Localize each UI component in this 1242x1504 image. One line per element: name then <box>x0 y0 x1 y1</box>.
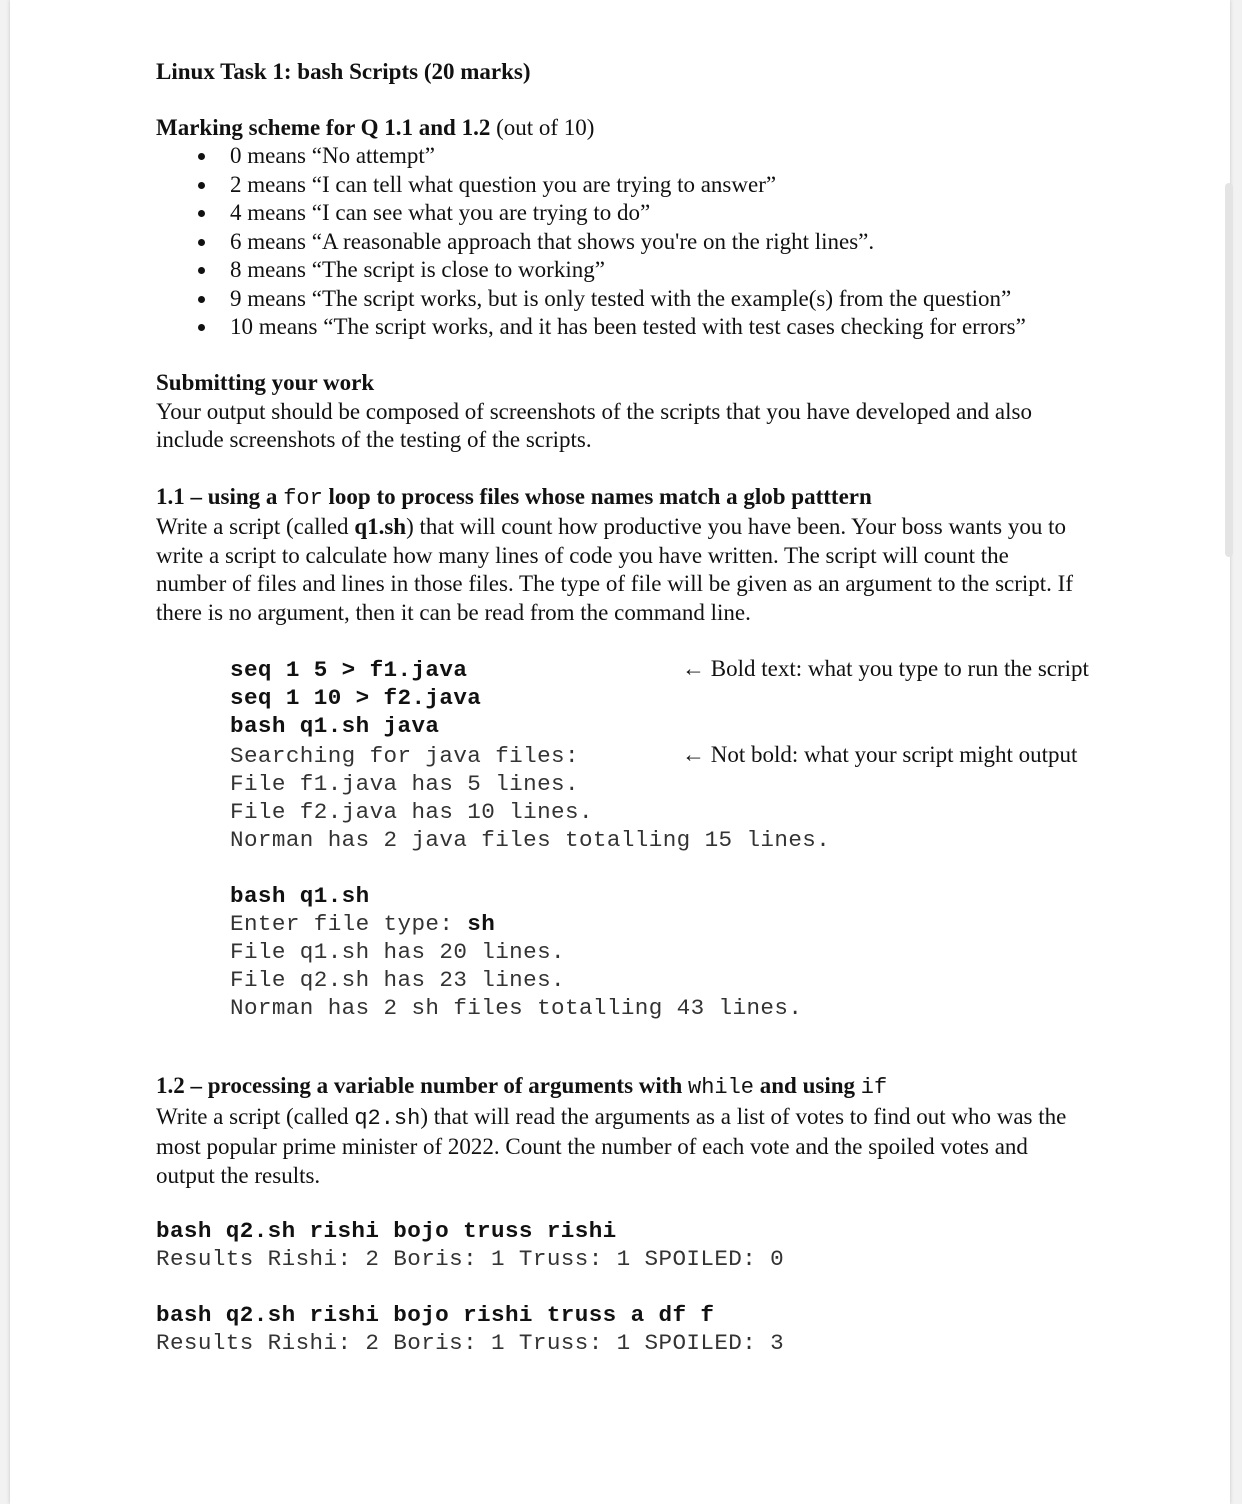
output-line: File f1.java has 5 lines. <box>230 771 579 797</box>
command-line: bash q2.sh rishi bojo truss rishi <box>156 1218 617 1244</box>
bullet-icon <box>198 153 205 160</box>
marking-heading-rest: (out of 10) <box>490 115 595 140</box>
bullet-icon <box>198 210 205 217</box>
q11-paragraph-line: there is no argument, then it can be read from the command line. <box>156 600 751 625</box>
q12-para-part: ) that will read the arguments as a list of votes to find out who was the <box>420 1104 1067 1129</box>
marking-item-text: 0 means “No attempt” <box>230 143 436 168</box>
q11-heading-code: for <box>283 486 323 511</box>
q11-heading-part: loop to process files whose names match a glob patttern <box>322 484 872 509</box>
q12-paragraph-line <box>156 1103 1066 1133</box>
output-line: Results Rishi: 2 Boris: 1 Truss: 1 SPOILED: 3 <box>156 1330 785 1356</box>
q12-paragraph-line: most popular prime minister of 2022. Count the number of each vote and the spoiled votes and <box>156 1134 1028 1159</box>
command-line: seq 1 10 > f2.java <box>230 685 482 711</box>
output-line: File q2.sh has 23 lines. <box>230 967 566 993</box>
q11-para-part: ) that will count how productive you have been. Your boss wants you to <box>406 514 1067 539</box>
marking-item-text: 9 means “The script works, but is only tested with the example(s) from the question” <box>230 286 1012 311</box>
q11-paragraph-line <box>156 513 1066 541</box>
output-line: File f2.java has 10 lines. <box>230 799 593 825</box>
marking-item-text: 6 means “A reasonable approach that shows you're on the right lines”. <box>230 229 875 254</box>
bullet-icon <box>198 239 205 246</box>
q12-script-name: q2.sh <box>354 1106 421 1131</box>
bullet-icon <box>198 267 205 274</box>
q11-paragraph-line: number of files and lines in those files. The type of file will be given as an argument to the script. If <box>156 571 1074 596</box>
bold-text-note: ← Bold text: what you type to run the script <box>682 656 1089 681</box>
submitting-text: include screenshots of the testing of the scripts. <box>156 427 592 452</box>
q11-heading <box>156 483 872 513</box>
not-bold-note: ← Not bold: what your script might output <box>682 742 1078 767</box>
marking-item-text: 4 means “I can see what you are trying to do” <box>230 200 651 225</box>
output-line: Norman has 2 java files totalling 15 lines. <box>230 827 831 853</box>
q11-script-name: q1.sh <box>354 514 407 539</box>
document-page <box>10 0 1230 1504</box>
output-line: Norman has 2 sh files totalling 43 lines. <box>230 995 803 1021</box>
q12-para-part: Write a script (called <box>156 1104 355 1129</box>
marking-heading <box>156 114 594 142</box>
output-line: File q1.sh has 20 lines. <box>230 939 566 965</box>
bullet-icon <box>198 182 205 189</box>
command-line: bash q1.sh java <box>230 713 440 739</box>
submitting-heading: Submitting your work <box>156 370 375 395</box>
q12-heading-code: if <box>860 1075 888 1100</box>
q11-heading-part: 1.1 – using a <box>156 484 284 509</box>
q12-heading-part: 1.2 – processing a variable number of arguments with <box>156 1073 688 1098</box>
marking-heading-bold: Marking scheme for Q 1.1 and 1.2 <box>156 115 491 140</box>
q12-heading <box>156 1072 887 1102</box>
prompt-text: Enter file type: <box>230 911 468 937</box>
vertical-scrollbar[interactable] <box>1225 183 1233 557</box>
bullet-icon <box>198 296 205 303</box>
q12-heading-part: and using <box>754 1073 861 1098</box>
q12-heading-code: while <box>688 1075 755 1100</box>
page-title: Linux Task 1: bash Scripts (20 marks) <box>156 59 531 84</box>
output-line: Results Rishi: 2 Boris: 1 Truss: 1 SPOILED: 0 <box>156 1246 785 1272</box>
output-line: Searching for java files: <box>230 743 579 769</box>
marking-item-text: 8 means “The script is close to working” <box>230 257 605 282</box>
command-line: seq 1 5 > f1.java <box>230 657 468 683</box>
command-line: bash q2.sh rishi bojo rishi truss a df f <box>156 1302 715 1328</box>
q11-para-part: Write a script (called <box>156 514 355 539</box>
command-line: bash q1.sh <box>230 883 370 909</box>
submitting-text: Your output should be composed of screenshots of the scripts that you have developed and also <box>156 399 1032 424</box>
bullet-icon <box>198 324 205 331</box>
marking-item-text: 2 means “I can tell what question you are trying to answer” <box>230 172 777 197</box>
q11-paragraph-line: write a script to calculate how many lines of code you have written. The script will count the <box>156 543 1009 568</box>
prompt-line <box>230 910 495 938</box>
marking-item-text: 10 means “The script works, and it has been tested with test cases checking for errors” <box>230 314 1026 339</box>
prompt-input: sh <box>467 911 496 937</box>
q12-paragraph-line: output the results. <box>156 1163 321 1188</box>
